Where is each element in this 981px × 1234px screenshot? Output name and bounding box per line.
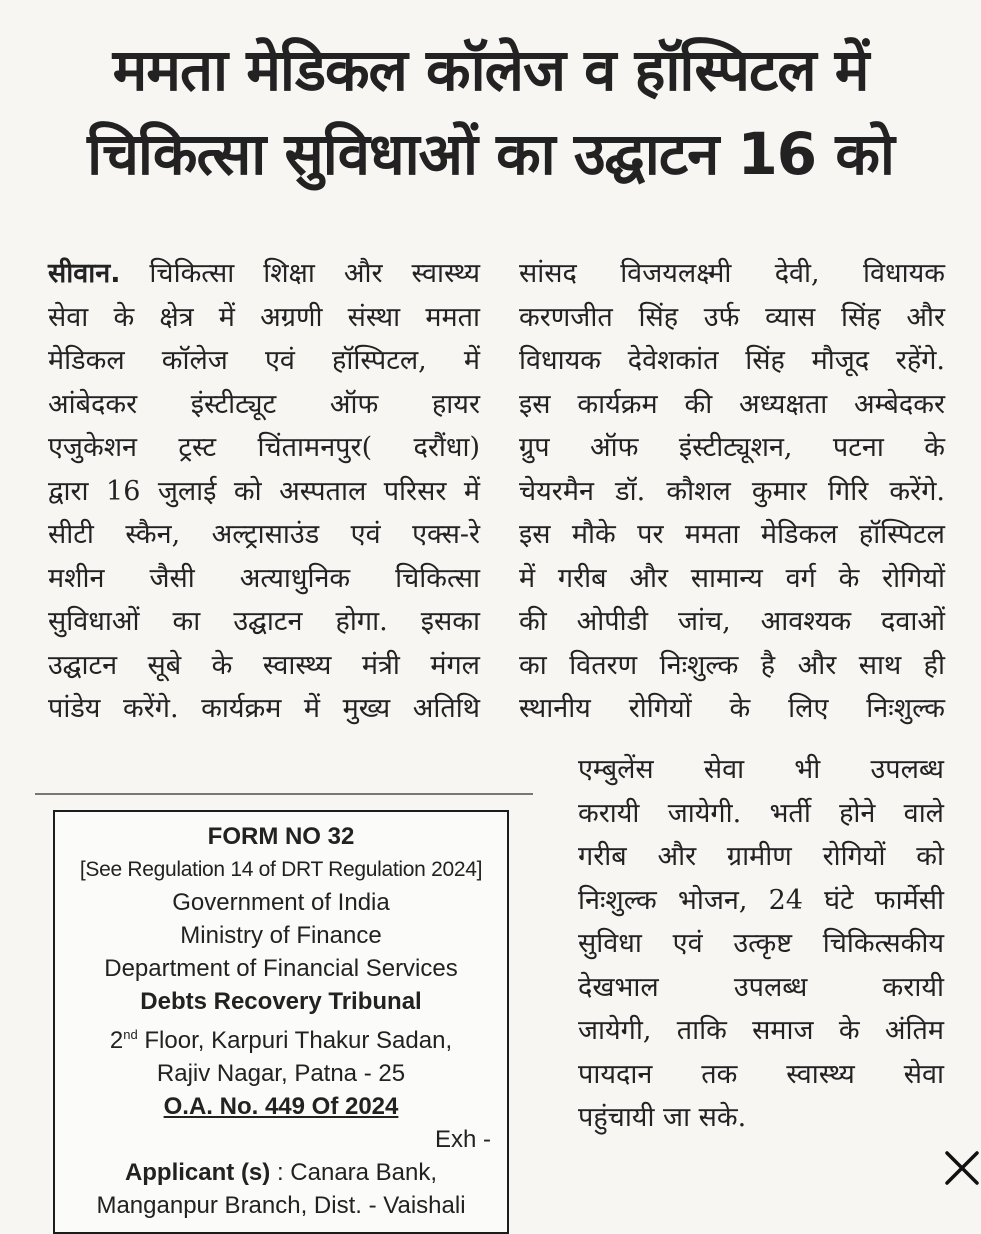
article-line: ग्रुप ऑफ इंस्टीट्यूशन, पटना के — [519, 432, 945, 463]
article-line: स्थानीय रोगियों के लिए निःशुल्क — [519, 693, 945, 724]
headline-line-1: ममता मेडिकल कॉलेज व हॉस्पिटल में — [112, 36, 869, 104]
article-line: आंबेदकर इंस्टीट्यूट ऑफ हायर — [48, 388, 480, 420]
article-line: गरीब और ग्रामीण रोगियों को — [578, 841, 944, 872]
article-line: की ओपीडी जांच, आवश्यक दवाओं — [519, 606, 945, 637]
article-line: मेडिकल कॉलेज एवं हॉस्पिटल, में — [48, 345, 480, 376]
government-name: Government of India — [172, 889, 390, 916]
form-number: FORM NO 32 — [207, 823, 355, 850]
article-line: सांसद विजयलक्ष्मी देवी, विधायक — [519, 258, 945, 289]
article-column-right-top — [519, 252, 945, 731]
article-line: चेयरमैन डॉ. कौशल कुमार गिरि करेंगे. — [519, 475, 945, 507]
article-line: सेवा के क्षेत्र में अग्रणी संस्था ममता — [48, 301, 480, 333]
article-line: विधायक देवेशकांत सिंह मौजूद रहेंगे. — [519, 345, 945, 376]
regulation-reference: [See Regulation 14 of DRT Regulation 2024] — [79, 858, 483, 881]
article-line: करणजीत सिंह उर्फ व्यास सिंह और — [519, 301, 945, 333]
legal-notice-box — [53, 810, 509, 1234]
article-line: करायी जायेगी. भर्ती होने वाले — [578, 797, 944, 829]
article-line: पांडेय करेंगे. कार्यक्रम में मुख्य अतिथि — [48, 693, 480, 724]
article-line: का वितरण निःशुल्क है और साथ ही — [519, 649, 945, 681]
article-line: पायदान तक स्वास्थ्य सेवा — [578, 1058, 944, 1090]
article-column-right-bottom — [578, 748, 944, 1140]
ministry-name: Ministry of Finance — [180, 922, 382, 949]
dateline: सीवान. — [48, 258, 121, 289]
applicant-branch: Manganpur Branch, Dist. - Vaishali — [96, 1192, 466, 1219]
headline — [0, 28, 981, 196]
column-divider — [35, 793, 533, 795]
article-line: उद्घाटन सूबे के स्वास्थ्य मंत्री मंगल — [48, 649, 480, 681]
article-line: में गरीब और सामान्य वर्ग के रोगियों — [519, 562, 945, 594]
article-column-left — [48, 252, 480, 731]
article-line: सुविधा एवं उत्कृष्ट चिकित्सकीय — [578, 928, 944, 959]
applicant-line — [55, 1156, 507, 1189]
applicant-label: Applicant (s) — [124, 1159, 271, 1186]
article-line: जायेगी, ताकि समाज के अंतिम — [578, 1015, 944, 1046]
article-line: एजुकेशन ट्रस्ट चिंतामनपुर( दरौंधा) — [48, 432, 480, 463]
exhibit-label: Exh - — [434, 1126, 491, 1153]
close-icon[interactable] — [942, 1148, 981, 1188]
headline-line-2: चिकित्सा सुविधाओं का उद्घाटन 16 को — [87, 120, 894, 188]
article-line: सुविधाओं का उद्घाटन होगा. इसका — [48, 606, 480, 637]
article-line: एम्बुलेंस सेवा भी उपलब्ध — [578, 754, 944, 785]
article-line: सीवान. चिकित्सा शिक्षा और स्वास्थ्य — [48, 258, 480, 289]
article-line: इस मौके पर ममता मेडिकल हॉस्पिटल — [519, 519, 945, 550]
article-line: इस कार्यक्रम की अध्यक्षता अम्बेदकर — [519, 388, 945, 420]
department-name: Department of Financial Services — [104, 955, 458, 982]
case-number: O.A. No. 449 Of 2024 — [163, 1093, 399, 1120]
tribunal-name: Debts Recovery Tribunal — [140, 988, 422, 1015]
close-icon-glyph — [942, 1148, 981, 1188]
article-line: पहुंचायी जा सके. — [578, 1102, 747, 1133]
applicant-value: : Canara Bank, — [270, 1159, 438, 1186]
tribunal-address-line-1: 2nd Floor, Karpuri Thakur Sadan, — [109, 1027, 453, 1054]
article-line: द्वारा 16 जुलाई को अस्पताल परिसर में — [48, 475, 480, 507]
article-line: सीटी स्कैन, अल्ट्रासाउंड एवं एक्स-रे — [48, 519, 480, 550]
tribunal-address-line-2: Rajiv Nagar, Patna - 25 — [156, 1060, 406, 1087]
article-line: मशीन जैसी अत्याधुनिक चिकित्सा — [48, 562, 480, 594]
article-line: देखभाल उपलब्ध करायी — [578, 971, 944, 1003]
article-line: निःशुल्क भोजन, 24 घंटे फार्मेसी — [578, 884, 944, 916]
